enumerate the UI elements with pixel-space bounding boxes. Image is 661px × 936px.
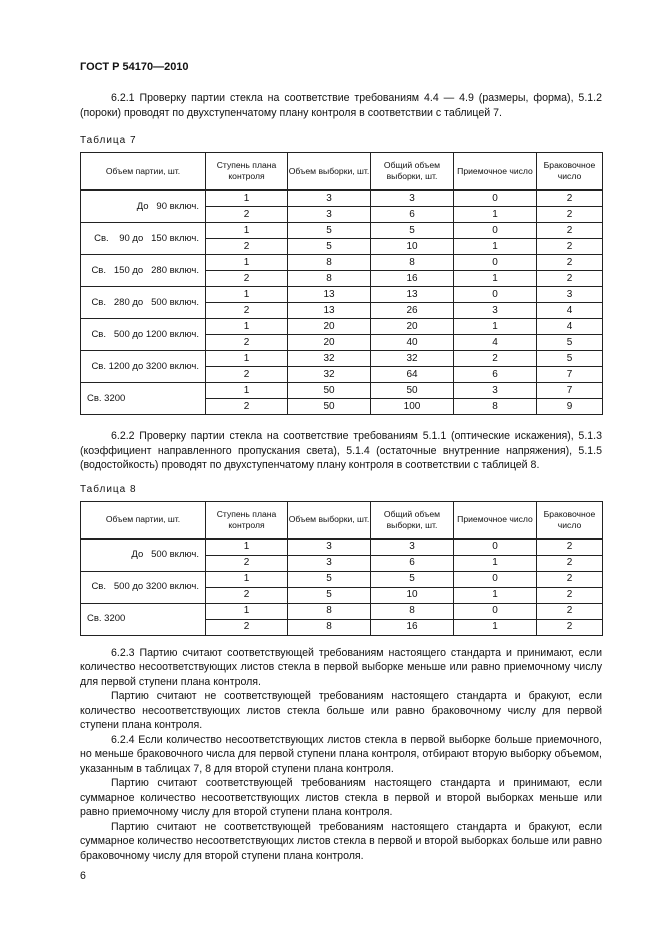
table-row bbox=[81, 223, 603, 239]
table-cell: 0 bbox=[454, 255, 537, 271]
lot-size-cell: Св. 90 до 150 включ. bbox=[81, 223, 206, 255]
table-cell: 10 bbox=[371, 239, 454, 255]
table-cell: 1 bbox=[206, 351, 288, 367]
paragraphs bbox=[80, 646, 602, 864]
table-cell: 2 bbox=[537, 239, 603, 255]
paragraph: Партию считают соответствующей требованиям настоящего стандарта и принимают, если суммарное количество несоответствующих листов стекла в первой и второй выборках меньше или равно приемочному числу для второй ступени плана контроля. bbox=[80, 777, 602, 818]
table-cell: 1 bbox=[206, 255, 288, 271]
table-header-row bbox=[81, 153, 603, 191]
table-8 bbox=[80, 501, 603, 636]
table-cell: 2 bbox=[206, 555, 288, 571]
table-cell: 20 bbox=[288, 335, 371, 351]
table-cell: 3 bbox=[288, 555, 371, 571]
table-cell: 1 bbox=[206, 319, 288, 335]
table-cell: 9 bbox=[537, 399, 603, 415]
table-cell: 2 bbox=[537, 271, 603, 287]
table-cell: 50 bbox=[288, 399, 371, 415]
column-header: Приемочное число bbox=[454, 501, 537, 539]
table-cell: 2 bbox=[454, 351, 537, 367]
table-cell: 2 bbox=[537, 571, 603, 587]
table-cell: 2 bbox=[537, 587, 603, 603]
table-cell: 2 bbox=[206, 399, 288, 415]
page-content bbox=[80, 60, 602, 884]
table-cell: 2 bbox=[206, 207, 288, 223]
lot-size-cell: Св. 1200 до 3200 включ. bbox=[81, 351, 206, 383]
table-cell: 8 bbox=[371, 603, 454, 619]
table-row bbox=[81, 287, 603, 303]
table-cell: 3 bbox=[371, 190, 454, 207]
column-header: Объем партии, шт. bbox=[81, 501, 206, 539]
table-cell: 0 bbox=[454, 223, 537, 239]
table-cell: 64 bbox=[371, 367, 454, 383]
table-cell: 0 bbox=[454, 539, 537, 556]
table-row bbox=[81, 571, 603, 587]
table-row bbox=[81, 190, 603, 207]
table-cell: 1 bbox=[206, 190, 288, 207]
table-cell: 2 bbox=[537, 619, 603, 635]
paragraph-6-2-2: 6.2.2 Проверку партии стекла на соответствие требованиям 5.1.1 (оптические искажения), 5.1.3 (коэффициент направленного пропускания света), 5.1.4 (остаточные внутренние напряжения), 5.1.5 (водостойкость) проводят по двухступенчатому плану контроля в соответствии с таблицей 8. bbox=[80, 430, 602, 471]
table-cell: 3 bbox=[537, 287, 603, 303]
column-header: Объем выборки, шт. bbox=[288, 501, 371, 539]
table-cell: 1 bbox=[454, 555, 537, 571]
table-cell: 5 bbox=[371, 571, 454, 587]
table-cell: 40 bbox=[371, 335, 454, 351]
table-cell: 8 bbox=[288, 603, 371, 619]
table-cell: 1 bbox=[454, 619, 537, 635]
column-header: Объем партии, шт. bbox=[81, 153, 206, 191]
lot-size-cell: Св. 500 до 3200 включ. bbox=[81, 571, 206, 603]
table-cell: 3 bbox=[371, 539, 454, 556]
column-header: Браковочное число bbox=[537, 153, 603, 191]
table-cell: 1 bbox=[206, 287, 288, 303]
table-cell: 20 bbox=[288, 319, 371, 335]
table-cell: 1 bbox=[454, 271, 537, 287]
paragraph: 6.2.4 Если количество несоответствующих листов стекла в первой выборке больше приемочного, но меньше браковочного числа для первой ступени плана контроля, отбирают вторую выборку объемом, указанным в таблицах 7, 8 для второй ступени плана контроля. bbox=[80, 733, 602, 775]
table-cell: 5 bbox=[537, 351, 603, 367]
table-cell: 1 bbox=[206, 383, 288, 399]
paragraph: Партию считают не соответствующей требованиям настоящего стандарта и бракуют, если количество несоответствующих листов стекла больше или равно браковочному числу для первой ступени плана контроля. bbox=[80, 690, 602, 731]
table-cell: 2 bbox=[206, 335, 288, 351]
table-cell: 13 bbox=[288, 303, 371, 319]
paragraph: 6.2.3 Партию считают соответствующей требованиям настоящего стандарта и принимают, если количество несоответствующих листов стекла в первой выборке меньше или равно приемочному числу для первой ступени плана контроля. bbox=[80, 646, 602, 688]
table-cell: 2 bbox=[537, 207, 603, 223]
table-cell: 8 bbox=[454, 399, 537, 415]
lot-size-cell: Св. 500 до 1200 включ. bbox=[81, 319, 206, 351]
table-row bbox=[81, 319, 603, 335]
table-cell: 2 bbox=[206, 303, 288, 319]
column-header: Общий объем выборки, шт. bbox=[371, 501, 454, 539]
table-cell: 2 bbox=[206, 271, 288, 287]
lot-size-cell: Св. 3200 bbox=[81, 603, 206, 635]
column-header: Ступень плана контроля bbox=[206, 501, 288, 539]
table-cell: 1 bbox=[454, 587, 537, 603]
table-cell: 32 bbox=[288, 351, 371, 367]
lot-size-cell: Св. 280 до 500 включ. bbox=[81, 287, 206, 319]
paragraph-6-2-1: 6.2.1 Проверку партии стекла на соответствие требованиям 4.4 — 4.9 (размеры, форма), 5.1.2 (пороки) проводят по двухступенчатому плану контроля в соответствии с таблицей 7. bbox=[80, 92, 602, 119]
table-cell: 1 bbox=[206, 223, 288, 239]
table-cell: 0 bbox=[454, 603, 537, 619]
table-row bbox=[81, 539, 603, 556]
table-row bbox=[81, 603, 603, 619]
table-cell: 5 bbox=[288, 587, 371, 603]
page-number: 6 bbox=[80, 870, 86, 882]
table-cell: 8 bbox=[371, 255, 454, 271]
table-cell: 4 bbox=[537, 303, 603, 319]
table-cell: 3 bbox=[454, 303, 537, 319]
table-cell: 5 bbox=[288, 239, 371, 255]
table-cell: 50 bbox=[288, 383, 371, 399]
table-cell: 13 bbox=[288, 287, 371, 303]
table-cell: 5 bbox=[371, 223, 454, 239]
table-cell: 2 bbox=[537, 603, 603, 619]
column-header: Ступень плана контроля bbox=[206, 153, 288, 191]
table-cell: 5 bbox=[288, 571, 371, 587]
table-cell: 6 bbox=[371, 555, 454, 571]
table-cell: 32 bbox=[288, 367, 371, 383]
table-cell: 20 bbox=[371, 319, 454, 335]
table-cell: 6 bbox=[454, 367, 537, 383]
table-cell: 4 bbox=[454, 335, 537, 351]
table-cell: 3 bbox=[288, 190, 371, 207]
table-cell: 5 bbox=[288, 223, 371, 239]
paragraph: Партию считают не соответствующей требованиям настоящего стандарта и бракуют, если суммарное количество несоответствующих листов стекла в первой и второй выборках больше или равно браковочному числу для второй ступени плана контроля. bbox=[80, 820, 602, 862]
table-row bbox=[81, 351, 603, 367]
table-cell: 16 bbox=[371, 619, 454, 635]
table-cell: 32 bbox=[371, 351, 454, 367]
table-cell: 16 bbox=[371, 271, 454, 287]
lot-size-cell: До 90 включ. bbox=[81, 190, 206, 223]
table-cell: 10 bbox=[371, 587, 454, 603]
table-cell: 4 bbox=[537, 319, 603, 335]
table-cell: 2 bbox=[537, 190, 603, 207]
table-cell: 2 bbox=[206, 587, 288, 603]
table-cell: 7 bbox=[537, 383, 603, 399]
table-cell: 1 bbox=[454, 207, 537, 223]
table-cell: 1 bbox=[206, 571, 288, 587]
lot-size-cell: Св. 150 до 280 включ. bbox=[81, 255, 206, 287]
table-cell: 3 bbox=[288, 207, 371, 223]
table-cell: 2 bbox=[206, 367, 288, 383]
table-row bbox=[81, 383, 603, 399]
column-header: Объем выборки, шт. bbox=[288, 153, 371, 191]
table-cell: 1 bbox=[454, 319, 537, 335]
table-row bbox=[81, 255, 603, 271]
table-cell: 7 bbox=[537, 367, 603, 383]
table-cell: 2 bbox=[537, 223, 603, 239]
table-cell: 2 bbox=[537, 255, 603, 271]
table-cell: 26 bbox=[371, 303, 454, 319]
lot-size-cell: Св. 3200 bbox=[81, 383, 206, 415]
table-cell: 1 bbox=[206, 603, 288, 619]
table-7 bbox=[80, 152, 603, 415]
column-header: Браковочное число bbox=[537, 501, 603, 539]
table-cell: 5 bbox=[537, 335, 603, 351]
table-cell: 0 bbox=[454, 190, 537, 207]
table-cell: 50 bbox=[371, 383, 454, 399]
table-cell: 8 bbox=[288, 271, 371, 287]
table-cell: 2 bbox=[537, 539, 603, 556]
document-header: ГОСТ Р 54170—2010 bbox=[80, 61, 189, 73]
table-cell: 8 bbox=[288, 255, 371, 271]
table-cell: 2 bbox=[537, 555, 603, 571]
table-cell: 1 bbox=[206, 539, 288, 556]
table-cell: 8 bbox=[288, 619, 371, 635]
table-cell: 2 bbox=[206, 239, 288, 255]
table-cell: 6 bbox=[371, 207, 454, 223]
table-cell: 2 bbox=[206, 619, 288, 635]
table-cell: 100 bbox=[371, 399, 454, 415]
table-cell: 3 bbox=[288, 539, 371, 556]
table-7-caption: Таблица 7 bbox=[80, 135, 137, 146]
column-header: Приемочное число bbox=[454, 153, 537, 191]
table-cell: 3 bbox=[454, 383, 537, 399]
table-cell: 0 bbox=[454, 287, 537, 303]
table-cell: 1 bbox=[454, 239, 537, 255]
column-header: Общий объем выборки, шт. bbox=[371, 153, 454, 191]
table-cell: 13 bbox=[371, 287, 454, 303]
lot-size-cell: До 500 включ. bbox=[81, 539, 206, 572]
table-cell: 0 bbox=[454, 571, 537, 587]
table-8-caption: Таблица 8 bbox=[80, 483, 137, 495]
table-header-row bbox=[81, 501, 603, 539]
